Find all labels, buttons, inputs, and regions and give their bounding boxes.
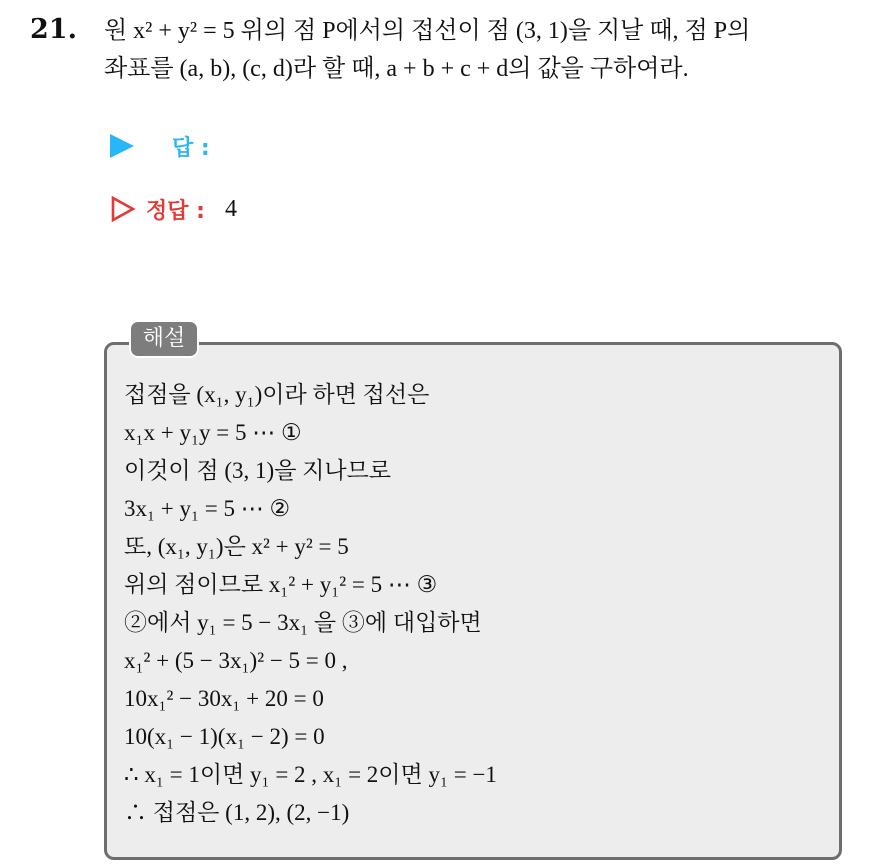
explanation-line: 10x₁² − 30x₁ + 20 = 0 — [124, 686, 324, 711]
explanation-line: 위의 점이므로 x₁² + y₁² = 5 ⋯ ③ — [124, 572, 438, 597]
explanation-line: x₁² + (5 − 3x₁)² − 5 = 0 , — [124, 648, 348, 673]
explanation-line: 3x₁ + y₁ = 5 ⋯ ② — [124, 496, 291, 521]
explanation-line: ∴ 접점은 (1, 2), (2, −1) — [124, 800, 350, 825]
correct-answer-row — [110, 190, 237, 228]
explanation-line: 10(x₁ − 1)(x₁ − 2) = 0 — [124, 724, 325, 749]
explanation-line: ②에서 y₁ = 5 − 3x₁ 을 ③에 대입하면 — [124, 610, 482, 635]
explanation-tab: 해설 — [129, 320, 199, 358]
explanation-line: x₁x + y₁y = 5 ⋯ ① — [124, 420, 302, 445]
correct-answer-value: 4 — [224, 195, 237, 222]
problem-line-2: 좌표를 (a, b), (c, d)라 할 때, a + b + c + d의 값을 구하여라. — [104, 56, 689, 82]
explanation-line: 접점을 (x₁, y₁)이라 하면 접선은 — [124, 382, 430, 407]
explanation-line: ∴ x₁ = 1이면 y₁ = 2 , x₁ = 2이면 y₁ = −1 — [124, 762, 497, 787]
explanation-line: 또, (x₁, y₁)은 x² + y² = 5 — [124, 534, 349, 559]
problem-number: 21. — [30, 14, 77, 45]
explanation-line: 이것이 점 (3, 1)을 지나므로 — [124, 458, 392, 483]
explanation-body — [124, 376, 824, 832]
problem-line-1: 원 x² + y² = 5 위의 점 P에서의 접선이 점 (3, 1)을 지날 때, 점 P의 — [104, 18, 751, 44]
answer-row — [110, 128, 210, 164]
answer-label: 답 : — [172, 135, 210, 161]
problem-statement — [104, 12, 874, 88]
play-triangle-icon — [110, 134, 134, 158]
outline-triangle-icon — [110, 195, 136, 223]
correct-answer-label: 정답 : — [146, 198, 205, 224]
